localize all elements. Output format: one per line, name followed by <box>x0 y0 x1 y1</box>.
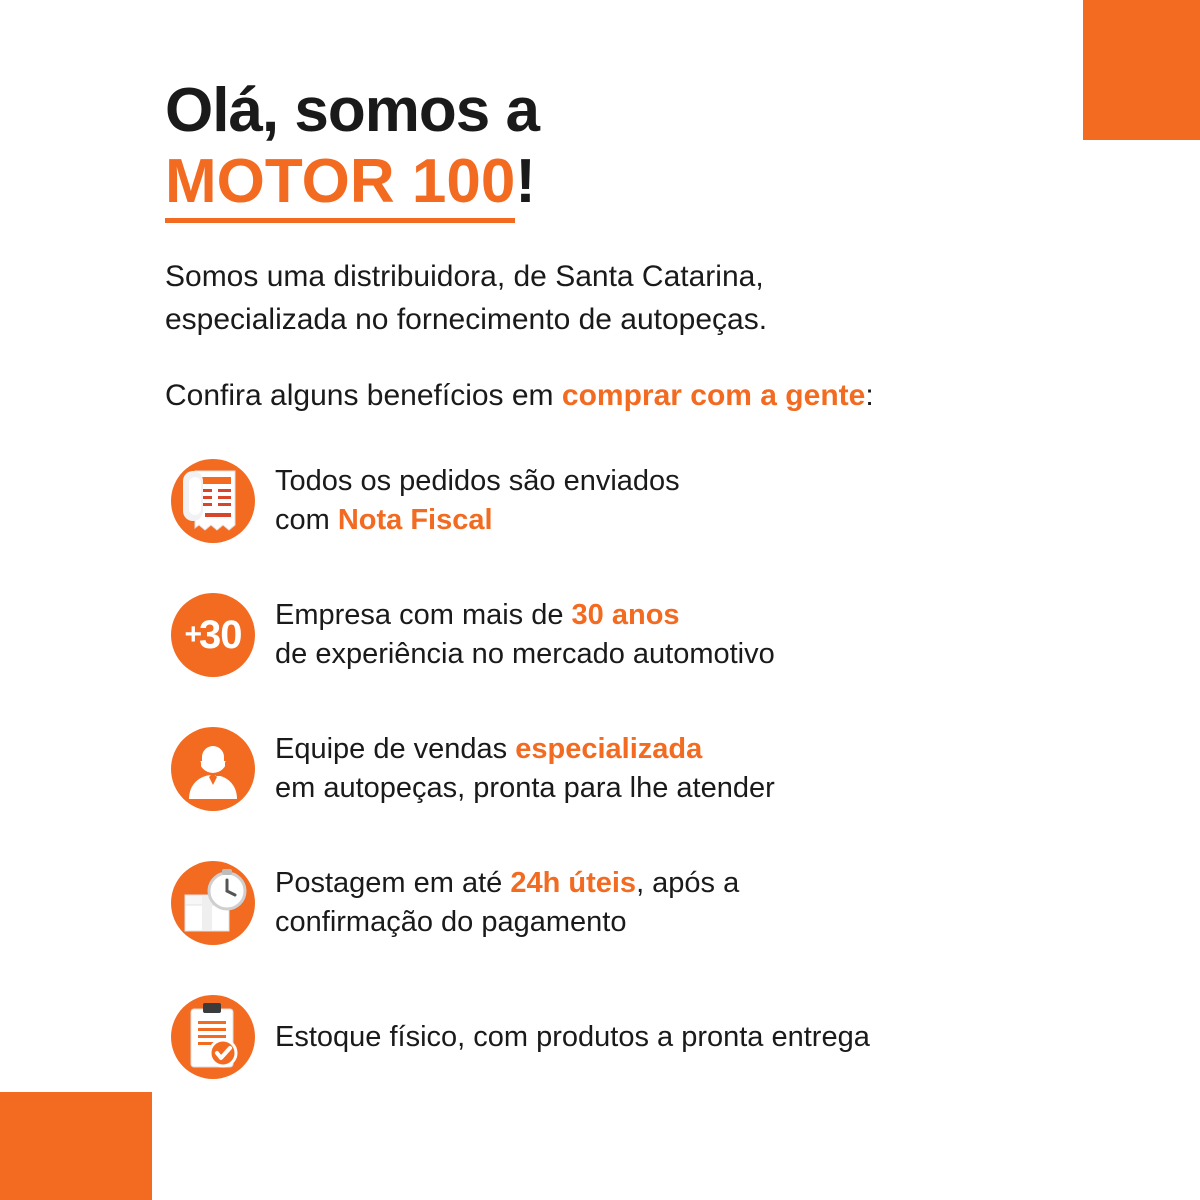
benefit-line-2: em autopeças, pronta para lhe atender <box>275 772 775 805</box>
content-area <box>165 78 1065 1123</box>
brand-name: MOTOR 100 <box>165 147 515 223</box>
intro-line-2: especializada no fornecimento de autopeças. <box>165 302 768 336</box>
benefit-text <box>275 864 739 942</box>
list-item <box>165 721 1065 817</box>
brand-exclamation: ! <box>515 147 536 217</box>
page-title: Olá, somos a <box>165 76 539 145</box>
years-badge-icon <box>165 587 261 683</box>
benefit-list <box>165 453 1065 1085</box>
badge-plus: + <box>184 618 202 652</box>
list-item <box>165 855 1065 951</box>
benefit-line-2-prefix: com <box>275 504 338 537</box>
benefit-line-2-highlight: Nota Fiscal <box>337 504 493 537</box>
decorative-square-bottom-left <box>0 1092 152 1200</box>
package-stopwatch-icon <box>165 855 261 951</box>
intro-line-1: Somos uma distribuidora, de Santa Catarina, <box>165 260 764 294</box>
benefit-line-2: de experiência no mercado automotivo <box>275 638 775 671</box>
benefit-line-1-highlight: 30 anos <box>571 599 680 632</box>
badge-number: 30 <box>199 612 242 657</box>
benefit-line-1-highlight: especializada <box>515 733 703 766</box>
benefit-text <box>275 730 775 808</box>
benefit-line-1-highlight: 24h úteis <box>510 867 637 900</box>
benefit-line-1: Estoque físico, com produtos a pronta entrega <box>275 1020 870 1053</box>
benefit-text <box>275 596 775 674</box>
list-item <box>165 453 1065 549</box>
benefit-line-2: confirmação do pagamento <box>275 906 627 939</box>
brand-title <box>165 147 1065 217</box>
years-badge-label <box>165 587 261 683</box>
package-stopwatch-glyph <box>165 855 261 951</box>
benefits-lead-suffix: : <box>865 379 874 413</box>
benefit-line-1-prefix: Equipe de vendas <box>275 733 516 766</box>
clipboard-check-glyph <box>165 989 261 1085</box>
benefit-text <box>275 462 680 540</box>
benefit-line-1-suffix: , após a <box>636 867 740 900</box>
sales-agent-glyph <box>165 721 261 817</box>
benefits-lead-prefix: Confira alguns benefícios em <box>165 379 562 413</box>
benefit-line-1-prefix: Postagem em até <box>275 867 511 900</box>
benefit-line-1: Todos os pedidos são enviados <box>275 465 680 498</box>
benefits-lead-highlight: comprar com a gente <box>561 379 866 413</box>
clipboard-check-icon <box>165 989 261 1085</box>
receipt-icon <box>165 453 261 549</box>
list-item <box>165 989 1065 1085</box>
intro-paragraph <box>165 256 1065 341</box>
list-item <box>165 587 1065 683</box>
benefit-text <box>275 1018 870 1057</box>
sales-agent-icon <box>165 721 261 817</box>
benefit-line-1-prefix: Empresa com mais de <box>275 599 572 632</box>
decorative-square-top-right <box>1083 0 1200 140</box>
receipt-glyph <box>165 453 261 549</box>
benefits-lead <box>165 379 1065 413</box>
